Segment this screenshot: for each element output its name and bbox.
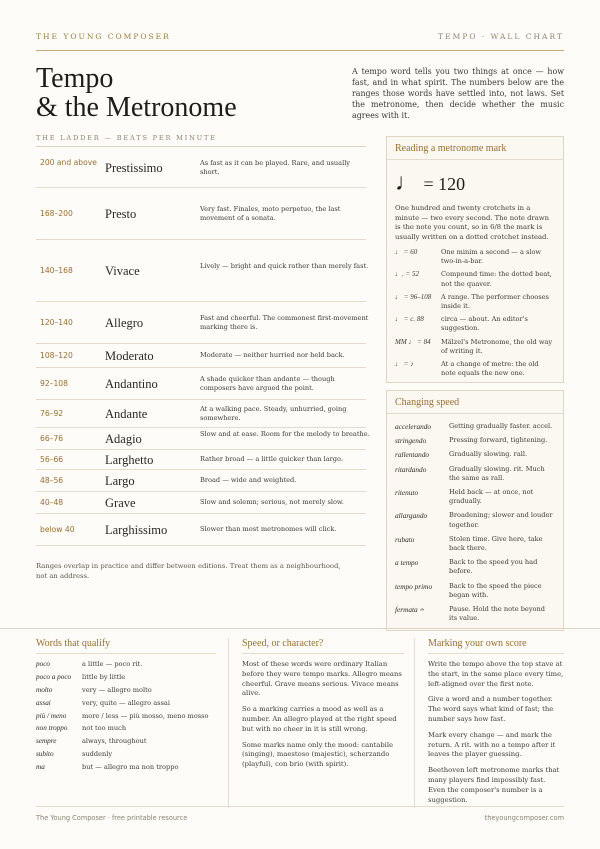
ladder-row	[36, 470, 366, 492]
intro-paragraph: A tempo word tells you two things at once — how fast, and in what spirit. The numbers below are the ranges those words have settled into, not laws. Set the metronome, then decide whether the music agrees with it.	[352, 67, 564, 120]
ladder-description: Rather broad — a little quicker than largo.	[200, 455, 343, 464]
metronome-example	[395, 170, 555, 200]
qualify-term-term: ma	[36, 763, 45, 772]
ladder-term: Moderato	[105, 348, 154, 363]
score-paragraphs	[428, 660, 564, 805]
qualify-term-term: molto	[36, 685, 53, 694]
ladder-row	[36, 344, 366, 368]
footer-website-link[interactable]: theyoungcomposer.com	[484, 814, 564, 822]
ladder-description: Moderate — neither hurried nor held back.	[200, 351, 345, 360]
footer-left: The Young Composer · free printable resource	[36, 814, 188, 822]
score-paragraph: Mark every change — and mark the return. A rit. with no a tempo after it leaves the player guessing.	[428, 730, 556, 759]
ladder-description: Slow and solemn; serious, not merely slow.	[200, 498, 344, 507]
ladder-description: Very fast. Finales, moto perpetuo, the last movement of a sonata.	[200, 204, 341, 222]
qualify-term-meaning: a little — poco rit.	[82, 660, 143, 668]
speed-term-term: tempo primo	[395, 581, 433, 591]
ladder-bpm: 200 and above	[40, 158, 97, 167]
score-paragraph: Beethoven left metronome marks that many players find impossibly fast. Even the composer's number is a suggestion.	[428, 766, 560, 804]
qualify-term-term: assai	[36, 698, 51, 707]
speed-term	[395, 465, 555, 483]
speed-term	[395, 605, 555, 623]
speed-term-term: fermata 𝄐	[395, 605, 424, 615]
qualify-list	[36, 660, 216, 772]
score-paragraph: Write the tempo above the top stave at the start, in the same place every time, left-aligned over the first note.	[428, 660, 564, 688]
ladder-description: At a walking pace. Steady, unhurried, going somewhere.	[200, 404, 347, 422]
metronome-mark-term: ♩ = 96–108	[395, 292, 432, 301]
qualify-term-term: subito	[36, 750, 54, 759]
qualify-term-meaning: very — allegro molto	[82, 685, 152, 694]
ladder-row	[36, 368, 366, 400]
speed-term	[395, 450, 555, 459]
words-that-qualify-column	[36, 638, 216, 776]
character-paragraph: So a marking carries a mood as well as a number. An allegro played at the right speed but with no cheer in it is still wrong.	[242, 705, 397, 733]
metronome-marks-list	[395, 248, 555, 378]
ladder-row	[36, 492, 366, 514]
qualify-term	[36, 750, 216, 759]
speed-term	[395, 535, 555, 553]
score-heading: Marking your own score	[428, 638, 564, 654]
ladder-row	[36, 450, 366, 470]
ladder-bpm: 76–92	[40, 409, 64, 418]
score-paragraph: Give a word and a number together. The word says what kind of fast; the number says how fast.	[428, 695, 554, 723]
speed-term-meaning: Stolen time. Give here, take back there.	[449, 534, 543, 553]
qualify-term-term: più / meno	[36, 711, 67, 720]
ladder-bpm: 40–48	[40, 498, 64, 507]
ladder-row	[36, 148, 366, 188]
metronome-mark-meaning: Mälzel's Metronome, the old way of writing it.	[441, 337, 553, 355]
speed-term-term: ritardando	[395, 464, 427, 474]
qualify-term	[36, 686, 216, 695]
ladder-row	[36, 302, 369, 344]
speed-term	[395, 558, 555, 576]
metronome-explanation: One hundred and twenty crotchets in a minute — two every second. The note drawn is the note you count, so in 6/8 the mark is usually written on a dotted crotchet instead.	[395, 204, 549, 241]
qualify-term	[36, 724, 216, 733]
column-divider	[414, 638, 415, 808]
qualify-heading: Words that qualify	[36, 638, 216, 654]
ladder-description: Slower than most metronomes will click.	[200, 525, 337, 534]
ladder-term: Adagio	[105, 431, 142, 446]
section-label: TEMPO · WALL CHART	[438, 32, 564, 41]
speed-term-term: rallentando	[395, 450, 430, 460]
ladder-description: As fast as it can be played. Rare, and usually short.	[200, 158, 351, 176]
speed-term-term: allargando	[395, 511, 428, 521]
qualify-term	[36, 673, 216, 682]
marking-your-score-column	[428, 638, 564, 811]
metronome-mark-meaning: One minim a second — a slow two-in-a-bar.	[441, 248, 542, 266]
metronome-heading: Reading a metronome mark	[387, 137, 563, 160]
qualify-term	[36, 712, 216, 721]
qualify-term	[36, 660, 216, 669]
ladder-row	[36, 514, 366, 546]
qualify-term	[36, 763, 216, 772]
metronome-value: = 120	[423, 174, 466, 194]
speed-term-meaning: Gradually slowing. rall.	[449, 450, 528, 459]
character-paragraph: Most of these words were ordinary Italian before they were tempo marks. Allegro means cheerful. Grave means serious. Vivace means alive.	[242, 660, 402, 698]
ladder-row	[36, 240, 369, 302]
ladder-term: Larghetto	[105, 452, 154, 467]
ladder-bpm: 48–56	[40, 476, 64, 485]
speed-term-term: rubato	[395, 534, 415, 544]
qualify-term-term: poco	[36, 660, 50, 668]
speed-term-meaning: Broadening; slower and louder together.	[449, 511, 553, 529]
page-title	[36, 64, 237, 122]
ladder-term: Largo	[105, 473, 135, 488]
speed-term	[395, 582, 555, 600]
changing-speed-heading: Changing speed	[387, 391, 563, 414]
speed-term	[395, 511, 555, 529]
footer-rule	[36, 806, 564, 807]
qualify-term-term: sempre	[36, 737, 57, 746]
ladder-bpm: 140–168	[40, 266, 73, 275]
ladder-bpm: 120–140	[40, 318, 73, 327]
metronome-mark-term: ♩ = ♪	[395, 360, 414, 369]
ladder-term: Presto	[105, 206, 137, 221]
speed-term-term: accelerando	[395, 422, 432, 431]
speed-term-meaning: Gradually slowing. rit. Much the same as rall.	[449, 464, 545, 482]
speed-term-term: a tempo	[395, 558, 419, 568]
page-header	[0, 0, 600, 50]
speed-term-meaning: Back to the speed the piece began with.	[449, 581, 542, 599]
ladder-term: Allegro	[105, 315, 144, 330]
ladder-bpm: below 40	[40, 525, 75, 534]
ladder-description: Fast and cheerful. The commonest first-movement marking there is.	[200, 313, 369, 331]
speed-term-term: ritenuto	[395, 488, 419, 498]
qualify-term	[36, 699, 216, 708]
ladder-row	[36, 400, 366, 428]
ladder-row	[36, 428, 370, 450]
speed-term-term: stringendo	[395, 436, 427, 446]
ladder-term: Prestissimo	[105, 160, 163, 175]
ladder-term: Andante	[105, 406, 148, 421]
speed-or-character-column	[242, 638, 404, 776]
title-line-1: Tempo	[36, 63, 114, 94]
speed-term	[395, 436, 555, 445]
metronome-mark-meaning: Compound time: the dotted beat, not the quaver.	[441, 270, 552, 288]
qualify-term-meaning: more / less — più mosso, meno mosso	[82, 711, 209, 720]
header-rule	[36, 50, 564, 51]
ladder-caption-rule	[36, 146, 366, 147]
changing-speed-list	[387, 414, 563, 630]
ladder-description: Slow and at ease. Room for the melody to breathe.	[200, 429, 370, 438]
ladder-bpm: 66–76	[40, 434, 64, 443]
title-line-2: & the Metronome	[36, 92, 237, 123]
ladder-term: Larghissimo	[105, 522, 168, 537]
ladder-bpm: 56–66	[40, 455, 64, 464]
character-paragraphs	[242, 660, 404, 770]
ladder-bpm: 92–108	[40, 379, 68, 388]
qualify-term-meaning: but — allegro ma non troppo	[82, 763, 179, 772]
qualify-term-meaning: very, quite — allegro assai	[82, 698, 170, 707]
ladder-row	[36, 188, 366, 240]
metronome-mark	[395, 315, 555, 333]
metronome-panel	[386, 136, 564, 383]
speed-term-meaning: Back to the speed you had before.	[449, 558, 538, 576]
character-paragraph: Some marks name only the mood: cantabile (singing), maestoso (majestic), scherzando (playful), con brio (with spirit).	[242, 740, 394, 769]
ladder-note: Ranges overlap in practice and differ between editions. Treat them as a neighbourhood, not an address.	[36, 562, 341, 580]
metronome-mark	[395, 338, 555, 356]
qualify-term-meaning: little by little	[82, 672, 126, 681]
speed-term-meaning: Pause. Hold the note beyond its value.	[449, 605, 545, 623]
metronome-mark-meaning: circa — about. An editor's suggestion.	[441, 315, 528, 333]
ladder-description: Lively — bright and quick rather than merely fast.	[200, 261, 369, 270]
ladder-term: Vivace	[105, 263, 140, 278]
qualify-term-meaning: not too much	[82, 724, 127, 733]
speed-term-meaning: Getting gradually faster. accel.	[449, 422, 553, 430]
bottom-section-rule	[0, 628, 600, 629]
ladder-description: A shade quicker than andante — though composers have argued the point.	[200, 374, 335, 392]
ladder-bpm: 168–200	[40, 209, 73, 218]
ladder-term: Andantino	[105, 376, 158, 391]
metronome-mark	[395, 248, 555, 266]
metronome-mark-term: ♩ = 60	[395, 248, 418, 256]
metronome-mark-meaning: At a change of metre: the old note equals the new one.	[441, 360, 539, 378]
metronome-mark-term: ♩ = c. 88	[395, 315, 424, 324]
metronome-mark	[395, 270, 555, 288]
tempo-ladder-table	[36, 148, 370, 546]
speed-term	[395, 488, 555, 506]
metronome-mark-meaning: A range. The performer chooses inside it.	[441, 292, 549, 311]
qualify-term-meaning: suddenly	[82, 750, 113, 759]
crotchet-icon: ♩	[395, 170, 419, 196]
ladder-description: Broad — wide and weighted.	[200, 476, 297, 485]
ladder-bpm: 108–120	[40, 351, 73, 360]
metronome-mark	[395, 293, 555, 311]
qualify-term-term: poco a poco	[36, 672, 72, 681]
qualify-term-term: non troppo	[36, 724, 68, 733]
speed-term-meaning: Held back — at once, not gradually.	[449, 488, 534, 506]
character-heading: Speed, or character?	[242, 638, 404, 654]
ladder-term: Grave	[105, 495, 136, 510]
ladder-caption: THE LADDER — BEATS PER MINUTE	[36, 134, 217, 142]
column-divider	[228, 638, 229, 808]
metronome-mark	[395, 360, 555, 378]
qualify-term	[36, 737, 216, 746]
changing-speed-panel	[386, 390, 564, 631]
speed-term-meaning: Pressing forward, tightening.	[449, 436, 548, 445]
metronome-mark-term: ♩. = 52	[395, 270, 419, 279]
qualify-term-meaning: always, throughout	[82, 737, 147, 746]
brand-name: THE YOUNG COMPOSER	[36, 32, 171, 41]
metronome-mark-term: MM ♩ = 84	[395, 337, 431, 346]
speed-term	[395, 422, 555, 431]
